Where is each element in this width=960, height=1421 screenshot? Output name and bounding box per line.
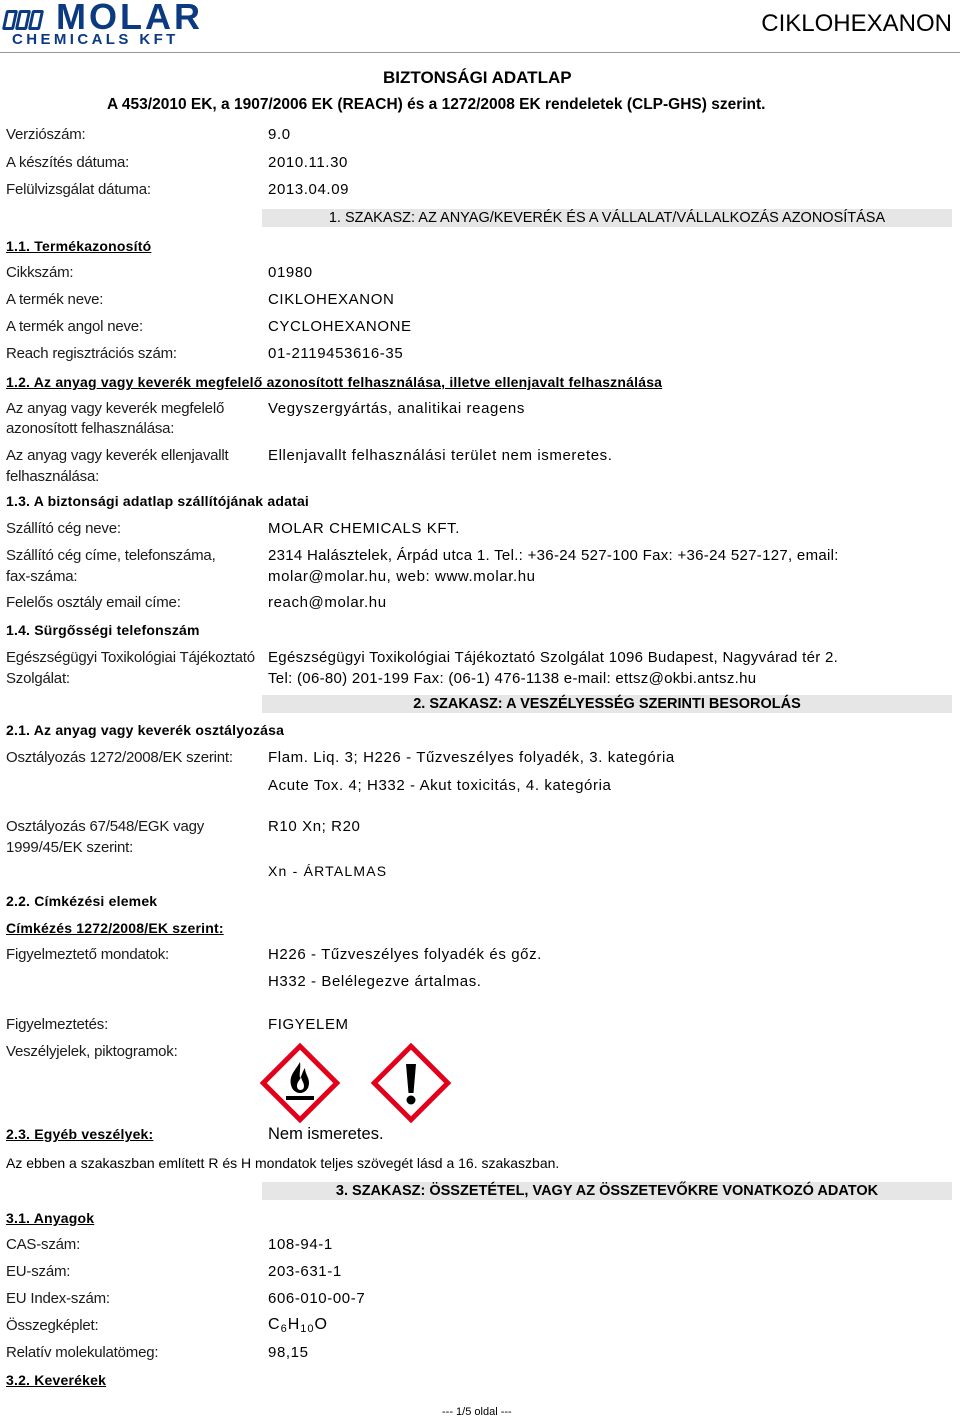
section-3-title: 3. SZAKASZ: ÖSSZETÉTEL, VAGY AZ ÖSSZETEVŐKRE VONATKOZÓ ADATOK	[262, 1182, 952, 1200]
dsd-classification-value-1: R10 Xn; R20	[268, 818, 361, 835]
hazard-statements-label: Figyelmeztető mondatok:	[6, 946, 169, 963]
formula-label: Összegképlet:	[6, 1317, 99, 1334]
signal-word-value: FIGYELEM	[268, 1016, 349, 1033]
item-number-label: Cikkszám:	[6, 264, 74, 281]
subsection-2-1: 2.1. Az anyag vagy keverék osztályozása	[6, 722, 285, 738]
logo-text-bottom: CHEMICALS KFT	[12, 31, 179, 48]
section-2-title: 2. SZAKASZ: A VESZÉLYESSÉG SZERINTI BESOROLÁS	[262, 695, 952, 713]
formula-o: O	[314, 1316, 328, 1333]
company-logo	[4, 0, 234, 52]
subsection-1-3: 1.3. A biztonsági adatlap szállítójának adatai	[6, 493, 310, 509]
created-date-label: A készítés dátuma:	[6, 154, 130, 171]
page-footer: --- 1/5 oldal ---	[442, 1406, 512, 1418]
cas-number-value: 108-94-1	[268, 1236, 333, 1253]
dsd-classification-value-2: Xn - ÁRTALMAS	[268, 863, 388, 879]
doc-title: BIZTONSÁGI ADATLAP	[383, 68, 572, 87]
created-date-value: 2010.11.30	[268, 154, 348, 171]
molecular-formula	[268, 1316, 328, 1335]
emergency-label-l1: Egészségügyi Toxikológiai Tájékoztató	[6, 649, 255, 666]
flame-pictogram	[255, 1038, 345, 1128]
regulation-line: A 453/2010 EK, a 1907/2006 EK (REACH) és a 1272/2008 EK rendeletek (CLP-GHS) szerint.	[107, 96, 766, 113]
clp-classification-value-2: Acute Tox. 4; H332 - Akut toxicitás, 4. kategória	[268, 777, 612, 794]
supplier-address-label-l2: fax-száma:	[6, 568, 78, 585]
responsible-email-label: Felelős osztály email címe:	[6, 594, 181, 611]
supplier-name-value: MOLAR CHEMICALS KFT.	[268, 520, 461, 537]
supplier-address-value-l2: molar@molar.hu, web: www.molar.hu	[268, 568, 536, 585]
advised-against-value: Ellenjavallt felhasználási terület nem ismeretes.	[268, 447, 613, 464]
emergency-value-l2: Tel: (06-80) 201-199 Fax: (06-1) 476-1138 e-mail: ettsz@okbi.antsz.hu	[268, 670, 757, 687]
formula-c-count: 6	[280, 1323, 288, 1335]
version-label: Verziószám:	[6, 126, 86, 143]
clp-classification-value-1: Flam. Liq. 3; H226 - Tűzveszélyes folyadék, 3. kategória	[268, 749, 675, 766]
logo-text-top: MOLAR	[56, 0, 203, 37]
exclamation-pictogram	[366, 1038, 456, 1128]
labelling-regulation-heading: Címkézés 1272/2008/EK szerint:	[6, 920, 224, 936]
subsection-2-2: 2.2. Címkézési elemek	[6, 893, 158, 909]
identified-use-value: Vegyszergyártás, analitikai reagens	[268, 400, 525, 417]
other-hazards-value: Nem ismeretes.	[268, 1125, 384, 1143]
identified-use-label-l1: Az anyag vagy keverék megfelelő	[6, 400, 225, 417]
molecular-weight-value: 98,15	[268, 1344, 309, 1361]
section-1-title: 1. SZAKASZ: AZ ANYAG/KEVERÉK ÉS A VÁLLALAT/VÁLLALKOZÁS AZONOSÍTÁSA	[262, 209, 952, 227]
reach-number-value: 01-2119453616-35	[268, 345, 404, 362]
supplier-address-label-l1: Szállító cég címe, telefonszáma,	[6, 547, 216, 564]
subsection-1-2: 1.2. Az anyag vagy keverék megfelelő azonosított felhasználása, illetve ellenjavalt felhasználása	[6, 374, 663, 390]
clp-classification-label: Osztályozás 1272/2008/EK szerint:	[6, 749, 233, 766]
version-value: 9.0	[268, 126, 291, 143]
supplier-name-label: Szállító cég neve:	[6, 520, 121, 537]
reach-number-label: Reach regisztrációs szám:	[6, 345, 177, 362]
eu-number-value: 203-631-1	[268, 1263, 342, 1280]
cas-number-label: CAS-szám:	[6, 1236, 81, 1253]
english-name-label: A termék angol neve:	[6, 318, 143, 335]
emergency-value-l1: Egészségügyi Toxikológiai Tájékoztató Szolgálat 1096 Budapest, Nagyvárad tér 2.	[268, 649, 839, 666]
eu-index-value: 606-010-00-7	[268, 1290, 366, 1307]
responsible-email-value: reach@molar.hu	[268, 594, 387, 611]
revised-date-label: Felülvizsgálat dátuma:	[6, 181, 151, 198]
formula-h-count: 10	[300, 1323, 315, 1335]
formula-c: C	[268, 1316, 281, 1333]
subsection-2-3: 2.3. Egyéb veszélyek:	[6, 1126, 154, 1142]
logo-mark	[4, 6, 44, 32]
english-name-value: CYCLOHEXANONE	[268, 318, 412, 335]
subsection-1-1: 1.1. Termékazonosító	[6, 238, 152, 254]
section-2-note: Az ebben a szakaszban említett R és H mondatok teljes szövegét lásd a 16. szakaszban.	[6, 1155, 560, 1171]
subsection-3-1: 3.1. Anyagok	[6, 1210, 95, 1226]
dsd-classification-label-l2: 1999/45/EK szerint:	[6, 839, 134, 856]
product-name-value: CIKLOHEXANON	[268, 291, 395, 308]
hazard-statement-2: H332 - Belélegezve ártalmas.	[268, 973, 482, 990]
product-title: CIKLOHEXANON	[761, 10, 952, 37]
molecular-weight-label: Relatív molekulatömeg:	[6, 1344, 159, 1361]
formula-h: H	[287, 1316, 301, 1333]
product-name-label: A termék neve:	[6, 291, 104, 308]
advised-against-label-l2: felhasználása:	[6, 468, 100, 485]
emergency-label-l2: Szolgálat:	[6, 670, 70, 687]
subsection-3-2: 3.2. Keverékek	[6, 1372, 107, 1388]
eu-index-label: EU Index-szám:	[6, 1290, 110, 1307]
pictograms-label: Veszélyjelek, piktogramok:	[6, 1043, 178, 1060]
supplier-address-value-l1: 2314 Halásztelek, Árpád utca 1. Tel.: +36-24 527-100 Fax: +36-24 527-127, email:	[268, 547, 839, 564]
hazard-statement-1: H226 - Tűzveszélyes folyadék és gőz.	[268, 946, 542, 963]
identified-use-label-l2: azonosított felhasználása:	[6, 420, 175, 437]
subsection-1-4: 1.4. Sürgősségi telefonszám	[6, 622, 200, 638]
eu-number-label: EU-szám:	[6, 1263, 71, 1280]
revised-date-value: 2013.04.09	[268, 181, 350, 198]
advised-against-label-l1: Az anyag vagy keverék ellenjavallt	[6, 447, 229, 464]
dsd-classification-label-l1: Osztályozás 67/548/EGK vagy	[6, 818, 205, 835]
item-number-value: 01980	[268, 264, 313, 281]
signal-word-label: Figyelmeztetés:	[6, 1016, 109, 1033]
